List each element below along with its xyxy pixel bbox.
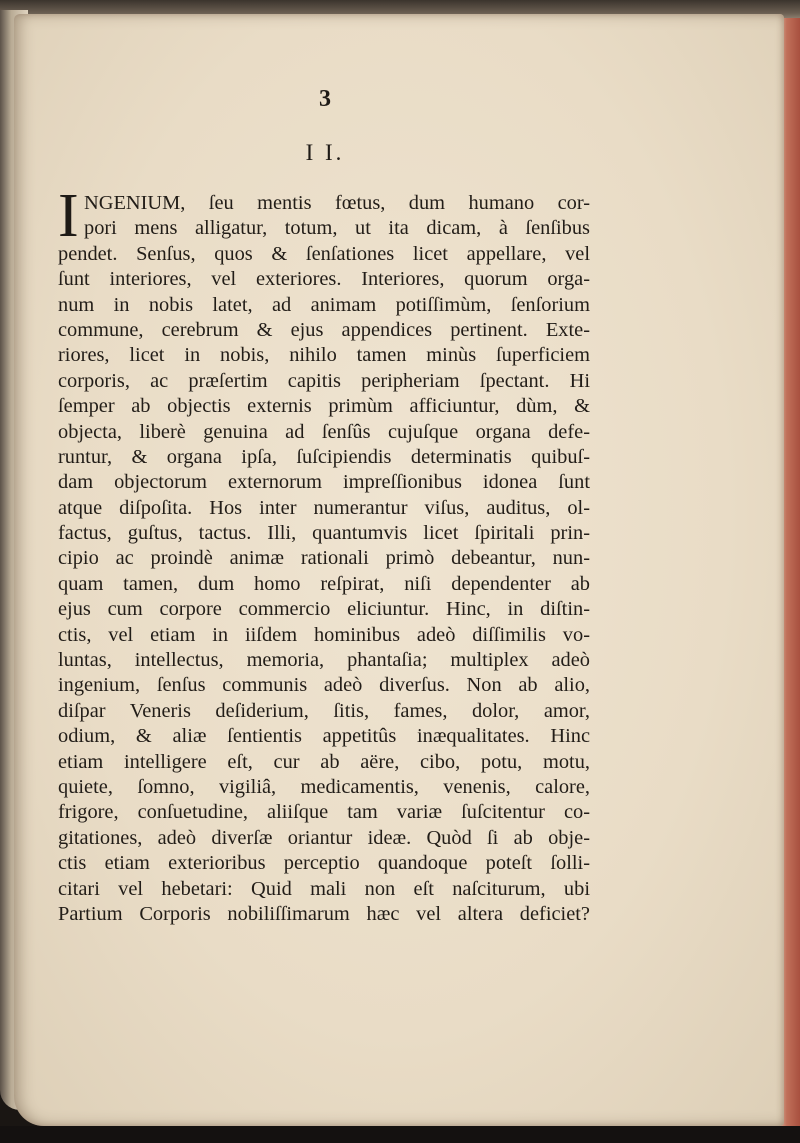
- text-line: odium, & aliæ ſentientis appetitûs inæqualitates. Hinc: [58, 725, 590, 748]
- text-line: ſemper ab objectis externis primùm afficiuntur, dùm, &: [58, 395, 590, 418]
- text-line: frigore, conſuetudine, aliiſque tam variæ ſuſcitentur co-: [58, 801, 590, 824]
- text-line: ſunt interiores, vel exteriores. Interiores, quorum orga-: [58, 268, 590, 291]
- text-line: diſpar Veneris deſiderium, ſitis, fames, dolor, amor,: [58, 699, 590, 722]
- text-line: gitationes, adeò diverſæ oriantur ideæ. Quòd ſi ab obje-: [58, 826, 590, 849]
- book-bottom-edge: [0, 1126, 800, 1143]
- text-line: cipio ac proindè animæ rationali primò debeantur, nun-: [58, 547, 590, 570]
- section-number: I I.: [305, 140, 345, 165]
- text-line: dam objectorum externorum impreſſionibus idonea ſunt: [58, 471, 590, 494]
- text-line: corporis, ac præſertim capitis peripheriam ſpectant. Hi: [58, 369, 590, 392]
- text-line: luntas, intellectus, memoria, phantaſia; multiplex adeò: [58, 649, 590, 672]
- text-line: ejus cum corpore commercio eliciuntur. Hinc, in diſtin-: [58, 598, 590, 621]
- text-line: ctis, vel etiam in iiſdem hominibus adeò diſſimilis vo-: [58, 623, 590, 646]
- text-line: atque diſpoſita. Hos inter numerantur viſus, auditus, ol-: [58, 496, 590, 519]
- text-line: citari vel hebetari: Quid mali non eſt naſciturum, ubi: [58, 877, 590, 900]
- text-line: commune, cerebrum & ejus appendices pertinent. Exte-: [58, 318, 590, 341]
- text-line: objecta, liberè genuina ad ſenſûs cujuſque organa defe-: [58, 420, 590, 443]
- page-number: 3: [319, 86, 331, 112]
- text-line: factus, guſtus, tactus. Illi, quantumvis licet ſpiritali prin-: [58, 522, 590, 545]
- text-line: num in nobis latet, ad animam potiſſimùm, ſenſorium: [58, 293, 590, 316]
- text-line: quam tamen, dum homo reſpirat, niſi dependenter ab: [58, 572, 590, 595]
- text-line: ctis etiam exterioribus perceptio quandoque poteſt ſolli-: [58, 852, 590, 875]
- body-text: [58, 191, 590, 927]
- text-line: quiete, ſomno, vigiliâ, medicamentis, venenis, calore,: [58, 775, 590, 798]
- text-line: Partium Corporis nobiliſſimarum hæc vel altera deficiet?: [58, 902, 590, 925]
- drop-cap: I: [58, 191, 79, 241]
- text-line: ingenium, ſenſus communis adeò diverſus. Non ab alio,: [58, 674, 590, 697]
- text-line: riores, licet in nobis, nihilo tamen minùs ſuperficiem: [58, 344, 590, 367]
- text-line: NGENIUM, ſeu mentis fœtus, dum humano cor-: [84, 192, 590, 214]
- text-line: runtur, & organa ipſa, ſuſcipiendis determinatis quibuſ-: [58, 445, 590, 468]
- text-line: pori mens alligatur, totum, ut ita dicam, à ſenſibus: [84, 217, 590, 240]
- text-line: pendet. Senſus, quos & ſenſationes licet appellare, vel: [58, 242, 590, 265]
- text-line: etiam intelligere eſt, cur ab aëre, cibo, potu, motu,: [58, 750, 590, 773]
